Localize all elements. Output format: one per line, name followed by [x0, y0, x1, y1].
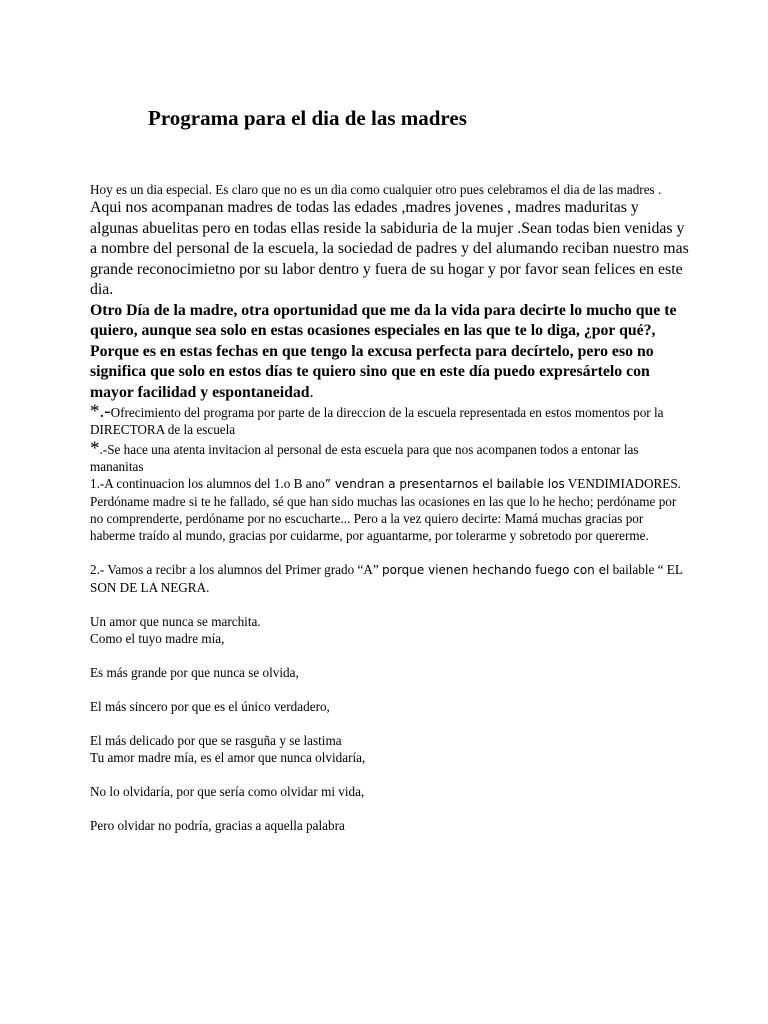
verse-line: Como el tuyo madre mía, — [90, 631, 225, 646]
bold-message-text: Otro Día de la madre, otra oportunidad que me da la vida para decirte lo mucho que te quiero, aunque sea solo en estas ocasiones especiales en las que te lo diga, ¿por qué?, Porque es en estas fechas en que tengo la excusa perfecta para decírtelo, pero eso no significa que solo en estos días te quiero sino que en este día puedo expresártelo con mayor facilidad y espontaneidad — [90, 301, 677, 401]
spacer — [90, 596, 690, 613]
program-item-invitation — [90, 440, 690, 475]
spacer — [90, 800, 690, 817]
item-2-sans-run: porque vienen hechando fuego con el — [382, 563, 610, 577]
intro-paragraph: Hoy es un dia especial. Es claro que no es un dia como cualquier otro pues celebramos el dia de las madres . — [90, 182, 662, 197]
item-text-offering: Ofrecimiento del programa por parte de la direccion de la escuela representada en estos momentos por la DIRECTORA de la escuela — [90, 405, 664, 437]
document-body — [90, 181, 690, 834]
spacer — [90, 544, 690, 561]
verse-line: El más delicado por que se rasguña y se lastima — [90, 733, 342, 748]
verse-line: Un amor que nunca se marchita. — [90, 614, 261, 629]
program-item-offering — [90, 403, 690, 438]
verse-line: Pero olvidar no podría, gracias a aquella palabra — [90, 818, 345, 833]
item-2-suffix: bailable “ EL SON DE LA NEGRA. — [90, 562, 683, 595]
item-1-prefix: 1.-A continuacion los alumnos del 1.o B ano — [90, 476, 325, 491]
bold-message-paragraph — [90, 301, 690, 404]
spacer — [90, 647, 690, 664]
verse-line: No lo olvidaría, por que sería como olvidar mi vida, — [90, 784, 365, 799]
item-marker-star-dash: *.- — [90, 401, 111, 422]
verse-line: Es más grande por que nunca se olvida, — [90, 665, 299, 680]
program-item-2 — [90, 561, 690, 596]
poem-paragraph: Perdóname madre si te he fallado, sé que han sido muchas las ocasiones en las que lo he hecho; perdóname por no comprenderte, perdóname por no escucharte... Pero a la vez quiero decirte: Mamá muchas gracias por haberme traído al mundo, gracias por cuidarme, por aguantarme, por tolerarme y sobretodo por quererme. — [90, 494, 677, 543]
item-2-prefix: 2.- Vamos a recibr a los alumnos del Primer grado “A” — [90, 562, 382, 577]
bold-message-period: . — [309, 383, 314, 401]
item-marker-star: * — [90, 438, 100, 459]
verse-line: Tu amor madre mía, es el amor que nunca olvidaría, — [90, 750, 366, 765]
item-1-suffix: VENDIMIADORES. — [564, 476, 681, 491]
spacer — [90, 715, 690, 732]
welcome-paragraph: Aqui nos acompanan madres de todas las edades ,madres jovenes , madres maduritas y algunas abuelitas pero en todas ellas reside la sabiduria de la mujer .Sean todas bien venidas y a nombre del personal de la escuela, la sociedad de padres y del alumando reciban nuestro mas grande reconocimietno por su labor dentro y fuera de su hogar y por favor sean felices en este dia. — [90, 199, 689, 298]
spacer — [90, 766, 690, 783]
page-title: Programa para el dia de las madres — [148, 106, 467, 130]
verse-line: El más sincero por que es el único verdadero, — [90, 699, 330, 714]
item-text-invitation: .-Se hace una atenta invitacion al personal de esta escuela para que nos acompanen todos a entonar las mananitas — [90, 442, 639, 474]
program-item-1 — [90, 475, 690, 493]
item-1-sans-run: ” vendran a presentarnos el bailable los — [324, 477, 565, 491]
spacer — [90, 681, 690, 698]
